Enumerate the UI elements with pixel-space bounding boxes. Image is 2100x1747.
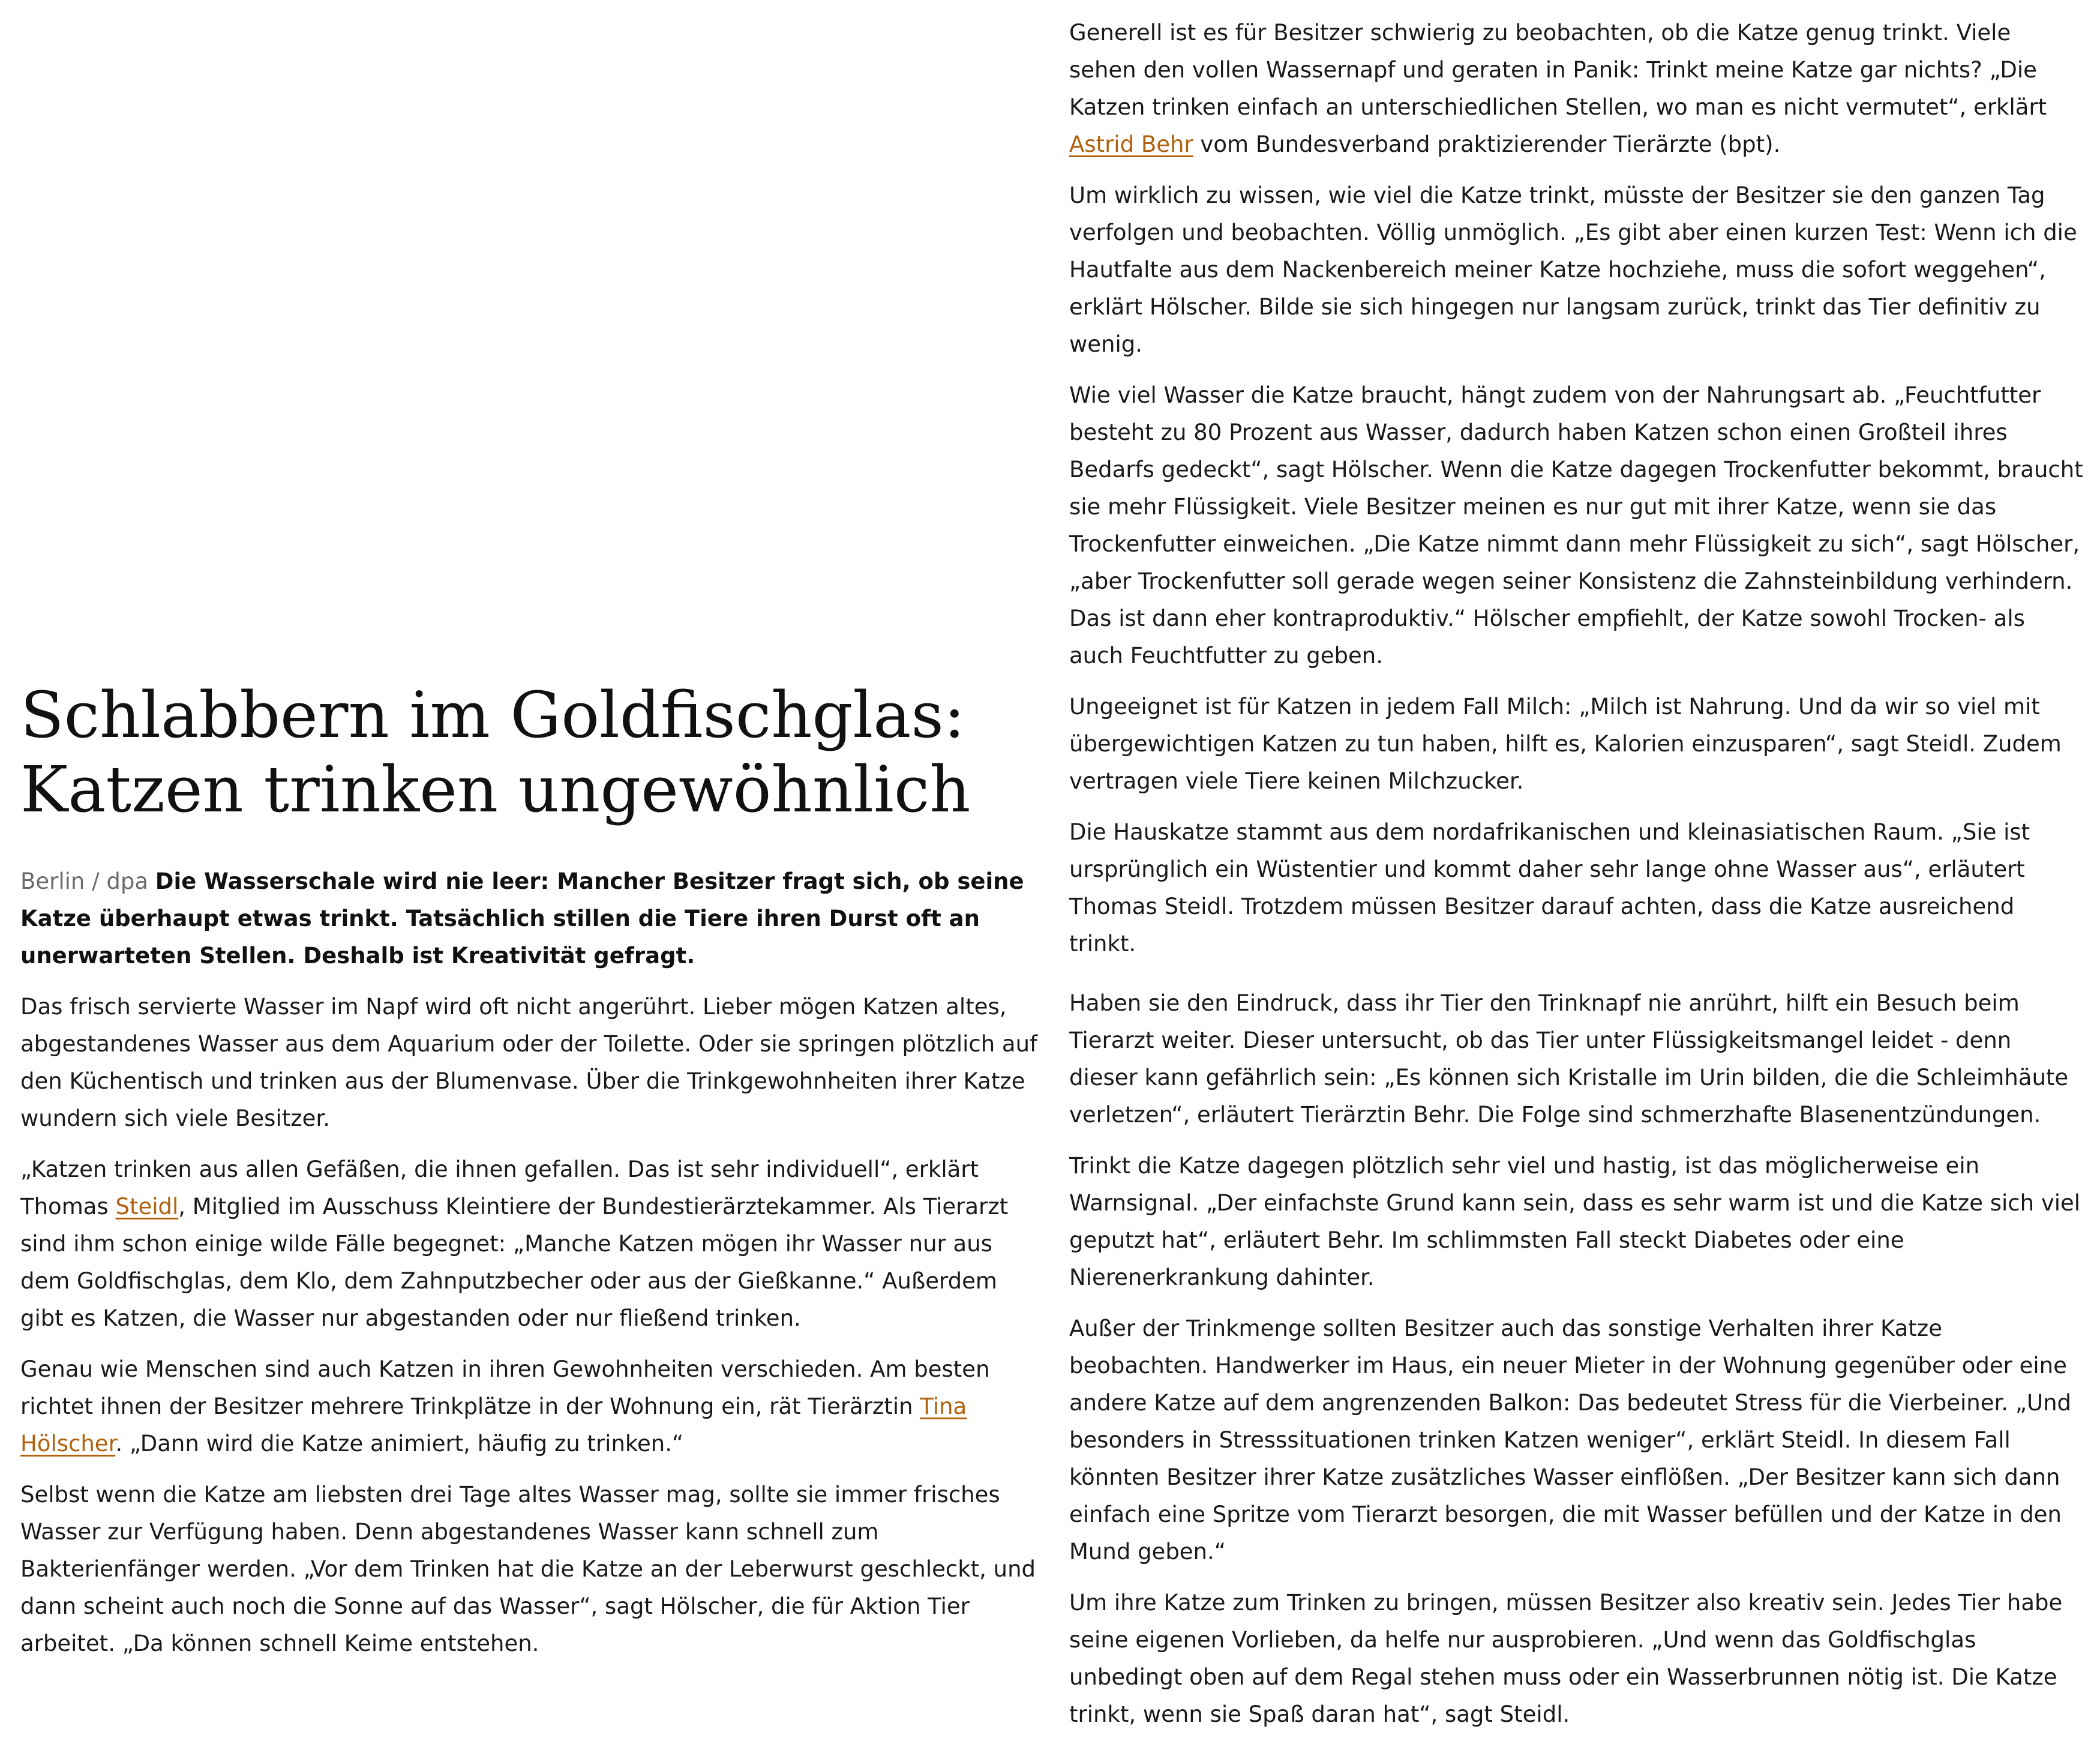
- article-title: [20, 678, 1046, 827]
- link-tina-hoelscher[interactable]: Tina Hölscher: [20, 1394, 967, 1457]
- paragraph-r1: [1069, 14, 2083, 163]
- paragraph-r3: Wie viel Wasser die Katze braucht, hängt zudem von der Nahrungsart ab. „Feuchtfutter besteht zu 80 Prozent aus Wasser, dadurch haben Katzen schon einen Großteil ihres Bedarfs gedeckt“, sagt Hölscher. Wenn die Katze dagegen Trockenfutter bekommt, braucht sie mehr Flüssigkeit. Viele Besitzer meinen es nur gut mit ihrer Katze, wenn sie das Trockenfutter einweichen. „Die Katze nimmt dann mehr Flüssigkeit zu sich“, sagt Hölscher, „aber Trockenfutter soll gerade wegen seiner Konsistenz die Zahnsteinbildung verhindern. Das ist dann eher kontraproduktiv.“ Hölscher empfiehlt, der Katze sowohl Trocken- als auch Feuchtfutter zu geben.: [1069, 382, 2083, 669]
- paragraph-r6: Haben sie den Eindruck, dass ihr Tier den Trinknapf nie anrührt, hilft ein Besuch beim Tierarzt weiter. Dieser untersucht, ob das Tier unter Flüssigkeitsmangel leidet - denn dieser kann gefährlich sein: „Es können sich Kristalle im Urin bilden, die die Schleimhäute verletzen“, erläutert Tierärztin Behr. Die Folge sind schmerzhafte Blasenentzündungen.: [1069, 990, 2069, 1128]
- title-line-2: Katzen trinken ungewöhnlich: [20, 753, 971, 826]
- paragraph-1: Das frisch servierte Wasser im Napf wird oft nicht angerührt. Lieber mögen Katzen altes, abgestandenes Wasser aus dem Aquarium oder der Toilette. Oder sie springen plötzlich auf den Küchentisch und trinken aus der Blumenvase. Über die Trinkgewohnheiten ihrer Katze wundern sich viele Besitzer.: [20, 994, 1038, 1131]
- paragraph-3-text-b: . „Dann wird die Katze animiert, häufig zu trinken.“: [115, 1431, 684, 1457]
- lead-paragraph: [20, 863, 1046, 975]
- paragraph-2-text-a: „Katzen trinken aus allen Gefäßen, die ihnen gefallen. Das ist sehr individuell“, erklärt Thomas: [20, 1156, 979, 1219]
- link-steidl[interactable]: Steidl: [115, 1194, 179, 1219]
- paragraph-r9: Um ihre Katze zum Trinken zu bringen, müssen Besitzer also kreativ sein. Jedes Tier habe seine eigenen Vorlieben, da helfe nur ausprobieren. „Und wenn das Goldfischglas unbedingt oben auf dem Regal stehen muss oder ein Wasserbrunnen nötig ist. Die Katze trinkt, wenn sie Spaß daran hat“, sagt Steidl.: [1069, 1590, 2063, 1727]
- paragraph-3: [20, 1351, 1046, 1463]
- paragraph-r8: Außer der Trinkmenge sollten Besitzer auch das sonstige Verhalten ihrer Katze beobachten. Handwerker im Haus, ein neuer Mieter in der Wohnung gegenüber oder eine andere Katze auf dem angrenzenden Balkon: Das bedeutet Stress für die Vierbeiner. „Und besonders in Stresssituationen trinken Katzen weniger“, erklärt Steidl. In diesem Fall könnten Besitzer ihrer Katze zusätzliches Wasser einflößen. „Der Besitzer kann sich dann einfach eine Spritze vom Tierarzt besorgen, die mit Wasser befüllen und der Katze in den Mund geben.“: [1069, 1316, 2072, 1565]
- paragraph-r7: Trinkt die Katze dagegen plötzlich sehr viel und hastig, ist das möglicherweise ein Warnsignal. „Der einfachste Grund kann sein, dass es sehr warm ist und die Katze sich viel geputzt hat“, erläutert Behr. Im schlimmsten Fall steckt Diabetes oder eine Nierenerkrankung dahinter.: [1069, 1153, 2081, 1290]
- paragraph-r1-text-b: vom Bundesverband praktizierender Tierärzte (bpt).: [1193, 131, 1781, 157]
- paragraph-r4: Ungeeignet ist für Katzen in jedem Fall Milch: „Milch ist Nahrung. Und da wir so viel mit übergewichtigen Katzen zu tun haben, hilft es, Kalorien einzusparen“, sagt Steidl. Zudem vertragen viele Tiere keinen Milchzucker.: [1069, 694, 2062, 794]
- paragraph-r5: Die Hauskatze stammt aus dem nordafrikanischen und kleinasiatischen Raum. „Sie ist ursprünglich ein Wüstentier und kommt daher sehr lange ohne Wasser aus“, erläutert Thomas Steidl. Trotzdem müssen Besitzer darauf achten, dass die Katze ausreichend trinkt.: [1069, 819, 2030, 957]
- dateline: Berlin / dpa: [20, 868, 149, 894]
- title-line-1: Schlabbern im Goldfischglas:: [20, 678, 965, 752]
- link-astrid-behr[interactable]: Astrid Behr: [1069, 131, 1193, 157]
- paragraph-r1-text-a: Generell ist es für Besitzer schwierig zu beobachten, ob die Katze genug trinkt. Viele sehen den vollen Wassernapf und geraten in Panik: Trinkt meine Katze gar nichts? „Die Katzen trinken einfach an unterschiedlichen Stellen, wo man es nicht vermutet“, erklärt: [1069, 20, 2047, 120]
- paragraph-2: [20, 1151, 1046, 1337]
- article-right-column: [1069, 14, 2083, 1747]
- paragraph-3-text-a: Genau wie Menschen sind auch Katzen in ihren Gewohnheiten verschieden. Am besten richtet ihnen der Besitzer mehrere Trinkplätze in der Wohnung ein, rät Tierärztin: [20, 1356, 990, 1419]
- paragraph-4: Selbst wenn die Katze am liebsten drei Tage altes Wasser mag, sollte sie immer frisches Wasser zur Verfügung haben. Denn abgestandenes Wasser kann schnell zum Bakterienfänger werden. „Vor dem Trinken hat die Katze an der Leberwurst geschleckt, und dann scheint auch noch die Sonne auf das Wasser“, sagt Hölscher, die für Aktion Tier arbeitet. „Da können schnell Keime entstehen.: [20, 1482, 1036, 1656]
- paragraph-r2: Um wirklich zu wissen, wie viel die Katze trinkt, müsste der Besitzer sie den ganzen Tag verfolgen und beobachten. Völlig unmöglich. „Es gibt aber einen kurzen Test: Wenn ich die Hautfalte aus dem Nackenbereich meiner Katze hochziehe, muss die sofort weggehen“, erklärt Hölscher. Bilde sie sich hingegen nur langsam zurück, trinkt das Tier definitiv zu wenig.: [1069, 182, 2077, 357]
- lead-text: Die Wasserschale wird nie leer: Mancher Besitzer fragt sich, ob seine Katze überhaupt etwas trinkt. Tatsächlich stillen die Tiere ihren Durst oft an unerwarteten Stellen. Deshalb ist Kreativität gefragt.: [20, 868, 1024, 969]
- paragraph-2-text-b: , Mitglied im Ausschuss Kleintiere der Bundestierärztekammer. Als Tierarzt sind ihm schon einige wilde Fälle begegnet: „Manche Katzen mögen ihr Wasser nur aus dem Goldfischglas, dem Klo, dem Zahnputzbecher oder aus der Gießkanne.“ Außerdem gibt es Katzen, die Wasser nur abgestanden oder nur fließend trinken.: [20, 1194, 1009, 1331]
- article-left-column: [20, 678, 1046, 1676]
